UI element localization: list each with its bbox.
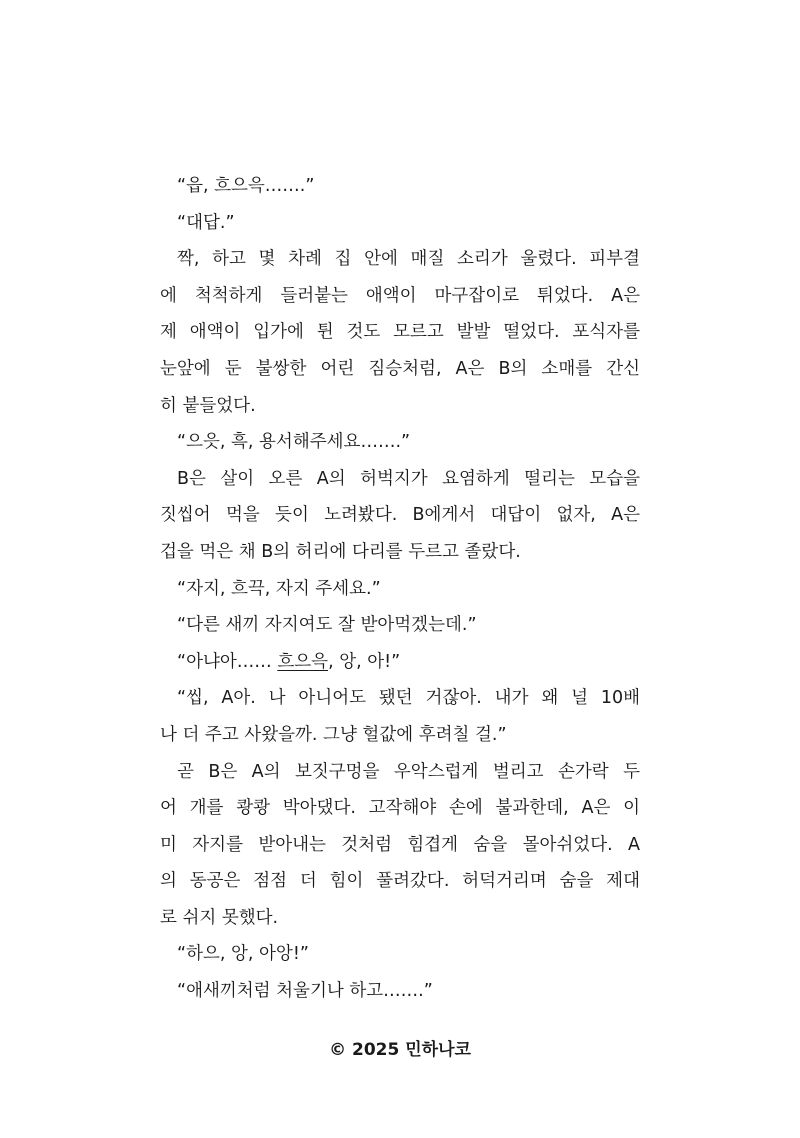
dialogue-line — [160, 644, 640, 681]
narration-line: 겁을 먹은 채 B의 허리에 다리를 두르고 졸랐다. — [160, 541, 521, 562]
dialogue-line: “읍, 흐으윽…….” — [177, 176, 315, 196]
narration-line: 곧 B은 A의 보짓구멍을 우악스럽게 벌리고 손가락 두 — [177, 761, 640, 782]
dialogue-line: 나 더 주고 사왔을까. 그냥 헐값에 후려칠 걸.” — [160, 724, 507, 745]
narration-line: 눈앞에 둔 불쌍한 어린 짐승처럼, A은 B의 소매를 간신 — [160, 358, 640, 379]
narration-line: 제 애액이 입가에 튄 것도 모르고 발발 떨었다. 포식자를 — [160, 322, 640, 343]
narration-line: 히 붙들었다. — [160, 395, 256, 416]
narration-line: 어 개를 쾅쾅 박아댔다. 고작해야 손에 불과한데, A은 이 — [160, 798, 640, 819]
underlined-text: 흐으윽 — [277, 651, 329, 672]
dialogue-line: “하으, 앙, 아앙!” — [177, 944, 309, 965]
narration-line: 짓씹어 먹을 듯이 노려봤다. B에게서 대답이 없자, A은 — [160, 505, 640, 526]
narration-line: 미 자지를 받아내는 것처럼 힘겹게 숨을 몰아쉬었다. A — [160, 834, 640, 855]
dialogue-line: “대답.” — [177, 212, 235, 233]
narration-line: 로 쉬지 못했다. — [160, 907, 279, 928]
dialogue-line: “자지, 흐끅, 자지 주세요.” — [177, 578, 381, 599]
narration-line: 짝, 하고 몇 차례 집 안에 매질 소리가 울렸다. 피부결 — [177, 249, 640, 270]
narration-line: 에 척척하게 들러붙는 애액이 마구잡이로 튀었다. A은 — [160, 285, 640, 306]
dialogue-segment: , 앙, 아!” — [328, 651, 401, 672]
copyright-footer: © 2025 민하나코 — [329, 1040, 471, 1060]
dialogue-line: “애새끼처럼 처울기나 하고…….” — [177, 981, 433, 1002]
narration-line: B은 살이 오른 A의 허벅지가 요염하게 떨리는 모습을 — [177, 468, 640, 489]
dialogue-line: “다른 새끼 자지여도 잘 받아먹겠는데.” — [177, 615, 477, 636]
dialogue-segment: “아냐아…… — [177, 651, 278, 672]
dialogue-line: “씹, A아. 나 아니어도 됐던 거잖아. 내가 왜 널 10배 — [177, 688, 640, 709]
narration-line: 의 동공은 점점 더 힘이 풀려갔다. 허덕거리며 숨을 제대 — [160, 871, 640, 892]
body-text — [160, 168, 640, 1010]
dialogue-line: “으읏, 흑, 용서해주세요…….” — [177, 432, 411, 453]
